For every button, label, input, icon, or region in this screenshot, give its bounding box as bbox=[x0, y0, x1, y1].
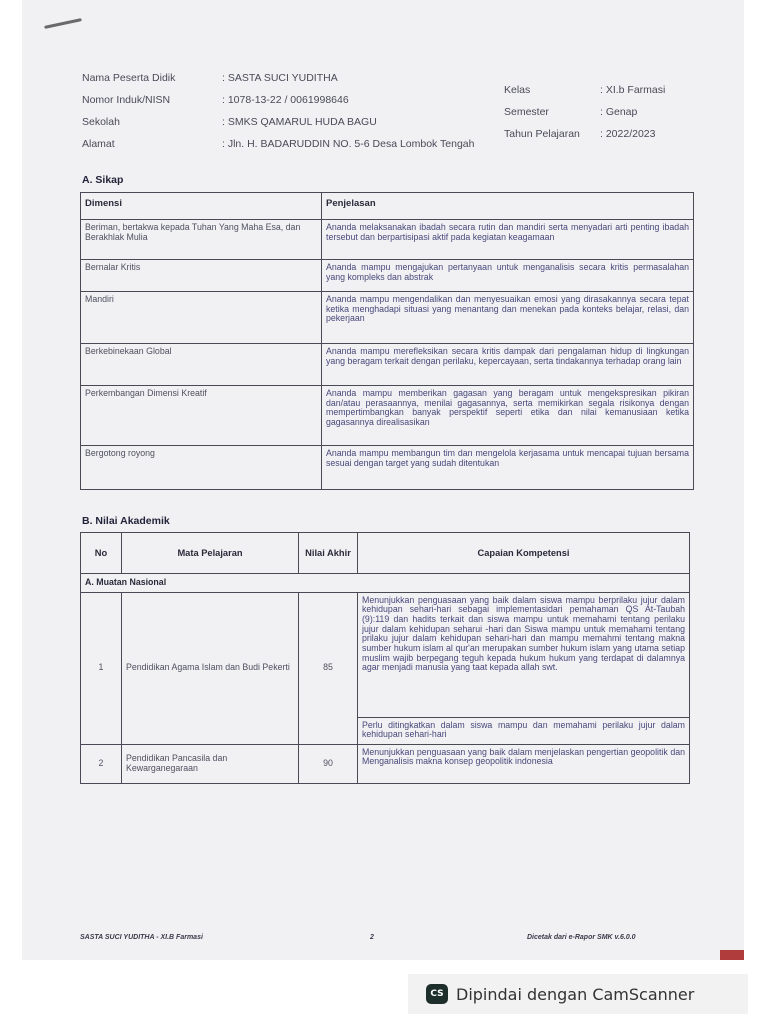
nilai-header-no: No bbox=[81, 533, 122, 574]
year-value: : 2022/2023 bbox=[600, 128, 656, 140]
row-number: 2 bbox=[81, 744, 122, 783]
red-corner-mark bbox=[720, 950, 744, 960]
sikap-dimension: Berkebinekaan Global bbox=[81, 344, 322, 386]
class-value: : XI.b Farmasi bbox=[600, 84, 666, 96]
sikap-header-penjelasan: Penjelasan bbox=[322, 193, 694, 220]
table-row bbox=[81, 292, 694, 344]
table-row bbox=[81, 386, 694, 446]
competency-achievement: Menunjukkan penguasaan yang baik dalam menjelaskan pengertian geopolitik dan Menganalisis makna konsep geopolitik indonesia bbox=[358, 744, 690, 783]
footer-student: SASTA SUCI YUDITHA - XI.B Farmasi bbox=[80, 934, 203, 941]
semester-value: : Genap bbox=[600, 106, 638, 118]
table-row bbox=[81, 744, 690, 783]
group-muatan-nasional: A. Muatan Nasional bbox=[81, 574, 690, 593]
competency-achievement: Menunjukkan penguasaan yang baik dalam siswa mampu berprilaku jujur dalam kehidupan sehari-hari sebagai implementasidari pemahaman QS At-Taubah (9):119 dan hadits terkait dan siswa mampu untuk memahami tentang perilaku jujur dalam kehidupan seharui -hari dan Siswa mampu untuk memahami tentang prilaku jujur dalam kehidupan sehari-hari dan mampu memahmi tentang makna sumber hukum islam al qur'an merupakan sumber hukum islam yang utama setiap muslim wajib berpegang teguh kepada hukum hukum yang terdapat di dalamnya agar menjadi manusia yang taat kepada allah swt. bbox=[358, 592, 690, 717]
sikap-description: Ananda melaksanakan ibadah secara rutin dan mandiri serta menyadari arti penting ibadah tersebut dan berpartisipasi aktif pada kegiatan keagamaan bbox=[322, 220, 694, 260]
name-value: : SASTA SUCI YUDITHA bbox=[222, 72, 338, 84]
nilai-title: B. Nilai Akademik bbox=[82, 515, 170, 527]
semester-label: Semester bbox=[504, 106, 549, 118]
sikap-header-dimensi: Dimensi bbox=[81, 193, 322, 220]
sikap-description: Ananda mampu membangun tim dan mengelola kerjasama untuk mencapai tujuan bersama sesuai dengan target yang sudah ditentukan bbox=[322, 446, 694, 490]
footer-printed-by: Dicetak dari e-Rapor SMK v.6.0.0 bbox=[527, 934, 636, 941]
sikap-description: Ananda mampu mengajukan pertanyaan untuk menganalisis secara kritis permasalahan yang kompleks dan abstrak bbox=[322, 260, 694, 292]
sikap-title: A. Sikap bbox=[82, 174, 124, 186]
school-value: : SMKS QAMARUL HUDA BAGU bbox=[222, 116, 377, 128]
table-row bbox=[81, 446, 694, 490]
final-score: 90 bbox=[299, 744, 358, 783]
year-label: Tahun Pelajaran bbox=[504, 128, 580, 140]
camscanner-logo-icon: CS bbox=[426, 984, 448, 1004]
nilai-header-nilai: Nilai Akhir bbox=[299, 533, 358, 574]
final-score: 85 bbox=[299, 592, 358, 744]
address-label: Alamat bbox=[82, 138, 115, 150]
sikap-description: Ananda mampu mengendalikan dan menyesuaikan emosi yang dirasakannya secara tepat ketika menghadapi situasi yang menantang dan menekan pada konteks belajar, relasi, dan pekerjaan bbox=[322, 292, 694, 344]
table-row bbox=[81, 260, 694, 292]
table-row bbox=[81, 592, 690, 717]
row-number: 1 bbox=[81, 592, 122, 744]
nis-value: : 1078-13-22 / 0061998646 bbox=[222, 94, 349, 106]
competency-improvement: Perlu ditingkatkan dalam siswa mampu dan memahami perilaku jujur dalam kehidupan sehari-hari bbox=[358, 717, 690, 744]
sikap-table bbox=[80, 192, 694, 490]
subject-name: Pendidikan Agama Islam dan Budi Pekerti bbox=[122, 592, 299, 744]
nilai-header-capaian: Capaian Kompetensi bbox=[358, 533, 690, 574]
class-label: Kelas bbox=[504, 84, 531, 96]
sikap-description: Ananda mampu merefleksikan secara kritis dampak dari pengalaman hidup di lingkungan yang beragam terkait dengan perilaku, kepercayaan, serta tindakannya terhadap orang lain bbox=[322, 344, 694, 386]
sikap-dimension: Bergotong royong bbox=[81, 446, 322, 490]
sikap-dimension: Bernalar Kritis bbox=[81, 260, 322, 292]
footer-page-number: 2 bbox=[370, 934, 374, 941]
table-row bbox=[81, 344, 694, 386]
school-label: Sekolah bbox=[82, 116, 120, 128]
sikap-dimension: Perkembangan Dimensi Kreatif bbox=[81, 386, 322, 446]
pen-mark bbox=[44, 18, 82, 29]
nilai-table bbox=[80, 532, 690, 784]
table-row bbox=[81, 220, 694, 260]
subject-name: Pendidikan Pancasila dan Kewarganegaraan bbox=[122, 744, 299, 783]
document-page bbox=[22, 0, 744, 960]
nilai-header-mapel: Mata Pelajaran bbox=[122, 533, 299, 574]
nis-label: Nomor Induk/NISN bbox=[82, 94, 171, 106]
camscanner-watermark bbox=[408, 974, 748, 1014]
sikap-description: Ananda mampu memberikan gagasan yang beragam untuk mengekspresikan pikiran dan/atau perasaannya, menilai gagasannya, serta memikirkan segala risikonya dengan mempertimbangkan banyak perspektif seperti etika dan nilai kemanusiaan ketika gagasannya direalisasikan bbox=[322, 386, 694, 446]
sikap-dimension: Beriman, bertakwa kepada Tuhan Yang Maha Esa, dan Berakhlak Mulia bbox=[81, 220, 322, 260]
address-value: : Jln. H. BADARUDDIN NO. 5-6 Desa Lombok Tengah bbox=[222, 138, 475, 150]
camscanner-label: Dipindai dengan CamScanner bbox=[456, 984, 695, 1004]
name-label: Nama Peserta Didik bbox=[82, 72, 176, 84]
sikap-dimension: Mandiri bbox=[81, 292, 322, 344]
